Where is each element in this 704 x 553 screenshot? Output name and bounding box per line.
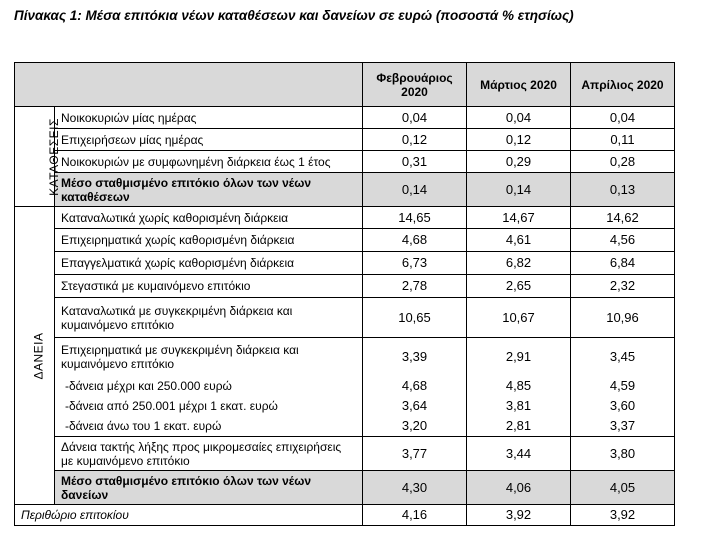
value-cell: 10,67 — [467, 298, 571, 338]
row-label: Επαγγελματικά χωρίς καθορισμένη διάρκεια — [55, 252, 363, 275]
table-row — [15, 207, 675, 229]
row-label: Περιθώριο επιτοκίου — [15, 505, 363, 526]
row-label: Επιχειρηματικά με συγκεκριμένη διάρκεια και κυμαινόμενο επιτόκιο — [55, 338, 363, 376]
value-cell: 2,32 — [571, 275, 675, 298]
value-cell: 3,60 — [571, 396, 675, 416]
table-title: Πίνακας 1: Μέσα επιτόκια νέων καταθέσεων και δανείων σε ευρώ (ποσοστά % ετησίως) — [14, 8, 574, 23]
value-cell: 3,92 — [467, 505, 571, 526]
value-cell: 4,85 — [467, 376, 571, 396]
value-cell: 4,56 — [571, 229, 675, 252]
row-label: Μέσο σταθμισμένο επιτόκιο όλων των νέων δανείων — [55, 471, 363, 505]
value-cell: 3,20 — [363, 416, 467, 437]
value-cell: 3,64 — [363, 396, 467, 416]
table-row — [15, 298, 675, 338]
value-cell: 10,96 — [571, 298, 675, 338]
column-header-mar: Μάρτιος 2020 — [467, 63, 571, 107]
value-cell: 3,37 — [571, 416, 675, 437]
deposits-group-cell — [15, 107, 61, 207]
table-row — [15, 151, 675, 173]
value-cell: 4,06 — [467, 471, 571, 505]
value-cell: 0,14 — [467, 173, 571, 207]
value-cell: 0,04 — [571, 107, 675, 129]
value-cell: 3,77 — [363, 437, 467, 471]
value-cell: 4,05 — [571, 471, 675, 505]
value-cell: 4,30 — [363, 471, 467, 505]
row-label: -δάνεια από 250.001 μέχρι 1 εκατ. ευρώ — [55, 396, 363, 416]
deposits-summary-row — [15, 173, 675, 207]
table-row — [15, 437, 675, 471]
row-label: Επιχειρήσεων μίας ημέρας — [55, 129, 363, 151]
table-row — [15, 416, 675, 437]
value-cell: 0,11 — [571, 129, 675, 151]
table-row — [15, 275, 675, 298]
value-cell: 4,59 — [571, 376, 675, 396]
value-cell: 0,13 — [571, 173, 675, 207]
table-row — [15, 396, 675, 416]
value-cell: 0,12 — [467, 129, 571, 151]
value-cell: 10,65 — [363, 298, 467, 338]
value-cell: 0,31 — [363, 151, 467, 173]
margin-row — [15, 505, 675, 526]
table-row — [15, 338, 675, 376]
value-cell: 6,73 — [363, 252, 467, 275]
row-label: -δάνεια μέχρι και 250.000 ευρώ — [55, 376, 363, 396]
value-cell: 3,81 — [467, 396, 571, 416]
row-label: Νοικοκυριών μίας ημέρας — [55, 107, 363, 129]
column-header-apr: Απρίλιος 2020 — [571, 63, 675, 107]
rates-table — [14, 62, 675, 526]
row-label: -δάνεια άνω του 1 εκατ. ευρώ — [55, 416, 363, 437]
value-cell: 3,45 — [571, 338, 675, 376]
row-label: Επιχειρηματικά χωρίς καθορισμένη διάρκεια — [55, 229, 363, 252]
value-cell: 14,67 — [467, 207, 571, 229]
row-label: Καταναλωτικά με συγκεκριμένη διάρκεια και κυμαινόμενο επιτόκιο — [55, 298, 363, 338]
value-cell: 2,78 — [363, 275, 467, 298]
header-blank-cell — [15, 63, 363, 107]
value-cell: 2,91 — [467, 338, 571, 376]
row-label: Νοικοκυριών με συμφωνημένη διάρκεια έως 1 έτος — [55, 151, 363, 173]
value-cell: 2,65 — [467, 275, 571, 298]
value-cell: 4,61 — [467, 229, 571, 252]
value-cell: 0,14 — [363, 173, 467, 207]
value-cell: 0,04 — [467, 107, 571, 129]
table-row — [15, 129, 675, 151]
rates-table-wrapper — [14, 62, 674, 526]
value-cell: 0,12 — [363, 129, 467, 151]
value-cell: 0,29 — [467, 151, 571, 173]
value-cell: 14,62 — [571, 207, 675, 229]
row-label: Μέσο σταθμισμένο επιτόκιο όλων των νέων καταθέσεων — [55, 173, 363, 207]
value-cell: 6,82 — [467, 252, 571, 275]
row-label: Δάνεια τακτής λήξης προς μικρομεσαίες επιχειρήσεις με κυμαινόμενο επιτόκιο — [55, 437, 363, 471]
column-header-feb: Φεβρουάριος 2020 — [363, 63, 467, 107]
loans-summary-row — [15, 471, 675, 505]
value-cell: 3,39 — [363, 338, 467, 376]
value-cell: 4,16 — [363, 505, 467, 526]
table-row — [15, 107, 675, 129]
value-cell: 14,65 — [363, 207, 467, 229]
deposits-group-label: ΚΑΤΑΘΕΣΕΙΣ — [46, 117, 61, 196]
value-cell: 0,04 — [363, 107, 467, 129]
table-row — [15, 229, 675, 252]
table-row — [15, 376, 675, 396]
loans-group-cell — [15, 207, 55, 505]
value-cell: 3,44 — [467, 437, 571, 471]
value-cell: 3,92 — [571, 505, 675, 526]
value-cell: 6,84 — [571, 252, 675, 275]
loans-group-label: ΔΑΝΕΙΑ — [31, 331, 46, 380]
table-row — [15, 252, 675, 275]
value-cell: 0,28 — [571, 151, 675, 173]
value-cell: 4,68 — [363, 229, 467, 252]
value-cell: 3,80 — [571, 437, 675, 471]
row-label: Στεγαστικά με κυμαινόμενο επιτόκιο — [55, 275, 363, 298]
value-cell: 2,81 — [467, 416, 571, 437]
row-label: Καταναλωτικά χωρίς καθορισμένη διάρκεια — [55, 207, 363, 229]
header-row — [15, 63, 675, 107]
value-cell: 4,68 — [363, 376, 467, 396]
